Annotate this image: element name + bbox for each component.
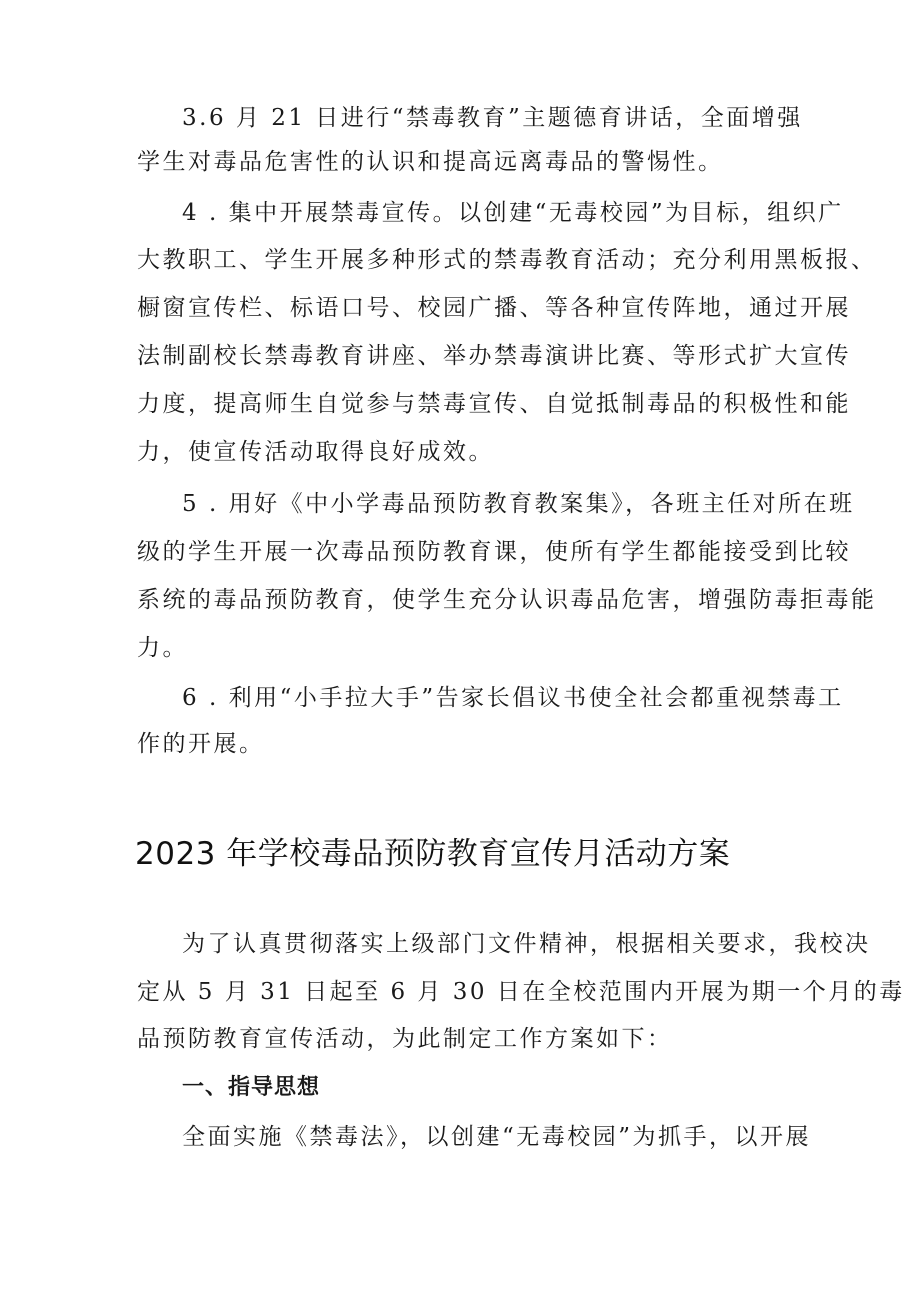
item4-line-5: 力度，提高师生自觉参与禁毒宣传、自觉抵制毒品的积极性和能 — [137, 391, 851, 417]
intro-line-3: 品预防教育宣传活动，为此制定工作方案如下： — [137, 1026, 673, 1052]
item4-line-1: 4 . 集中开展禁毒宣传。以创建“无毒校园”为目标，组织广 — [182, 200, 844, 226]
item5-line-1: 5 . 用好《中小学毒品预防教育教案集》，各班主任对所在班 — [182, 491, 855, 517]
item5-line-3: 系统的毒品预防教育，使学生充分认识毒品危害，增强防毒拒毒能 — [137, 587, 877, 613]
item4-line-4: 法制副校长禁毒教育讲座、举办禁毒演讲比赛、等形式扩大宣传 — [137, 343, 851, 369]
item3-line-2: 学生对毒品危害性的认识和提高远离毒品的警惕性。 — [137, 149, 724, 175]
section1-line-1: 全面实施《禁毒法》，以创建“无毒校园”为抓手，以开展 — [182, 1124, 812, 1150]
intro-line-1: 为了认真贯彻落实上级部门文件精神，根据相关要求，我校决 — [182, 931, 871, 957]
item6-line-2: 作的开展。 — [137, 731, 265, 757]
intro-line-2: 定从 5 月 31 日起至 6 月 30 日在全校范围内开展为期一个月的毒 — [137, 979, 905, 1005]
document-title: 2023 年学校毒品预防教育宣传月活动方案 — [135, 836, 731, 872]
item3-line-1: 3.6 月 21 日进行“禁毒教育”主题德育讲话，全面增强 — [182, 105, 803, 131]
item6-line-1: 6 . 利用“小手拉大手”告家长倡议书使全社会都重视禁毒工 — [182, 685, 844, 711]
item4-line-2: 大教职工、学生开展多种形式的禁毒教育活动；充分利用黑板报、 — [137, 247, 877, 273]
item4-line-6: 力，使宣传活动取得良好成效。 — [137, 439, 494, 465]
item4-line-3: 橱窗宣传栏、标语口号、校园广播、等各种宣传阵地，通过开展 — [137, 295, 851, 321]
section-heading-guiding-thought: 一、指导思想 — [182, 1075, 321, 1100]
item5-line-2: 级的学生开展一次毒品预防教育课，使所有学生都能接受到比较 — [137, 539, 851, 565]
item5-line-4: 力。 — [137, 635, 188, 661]
